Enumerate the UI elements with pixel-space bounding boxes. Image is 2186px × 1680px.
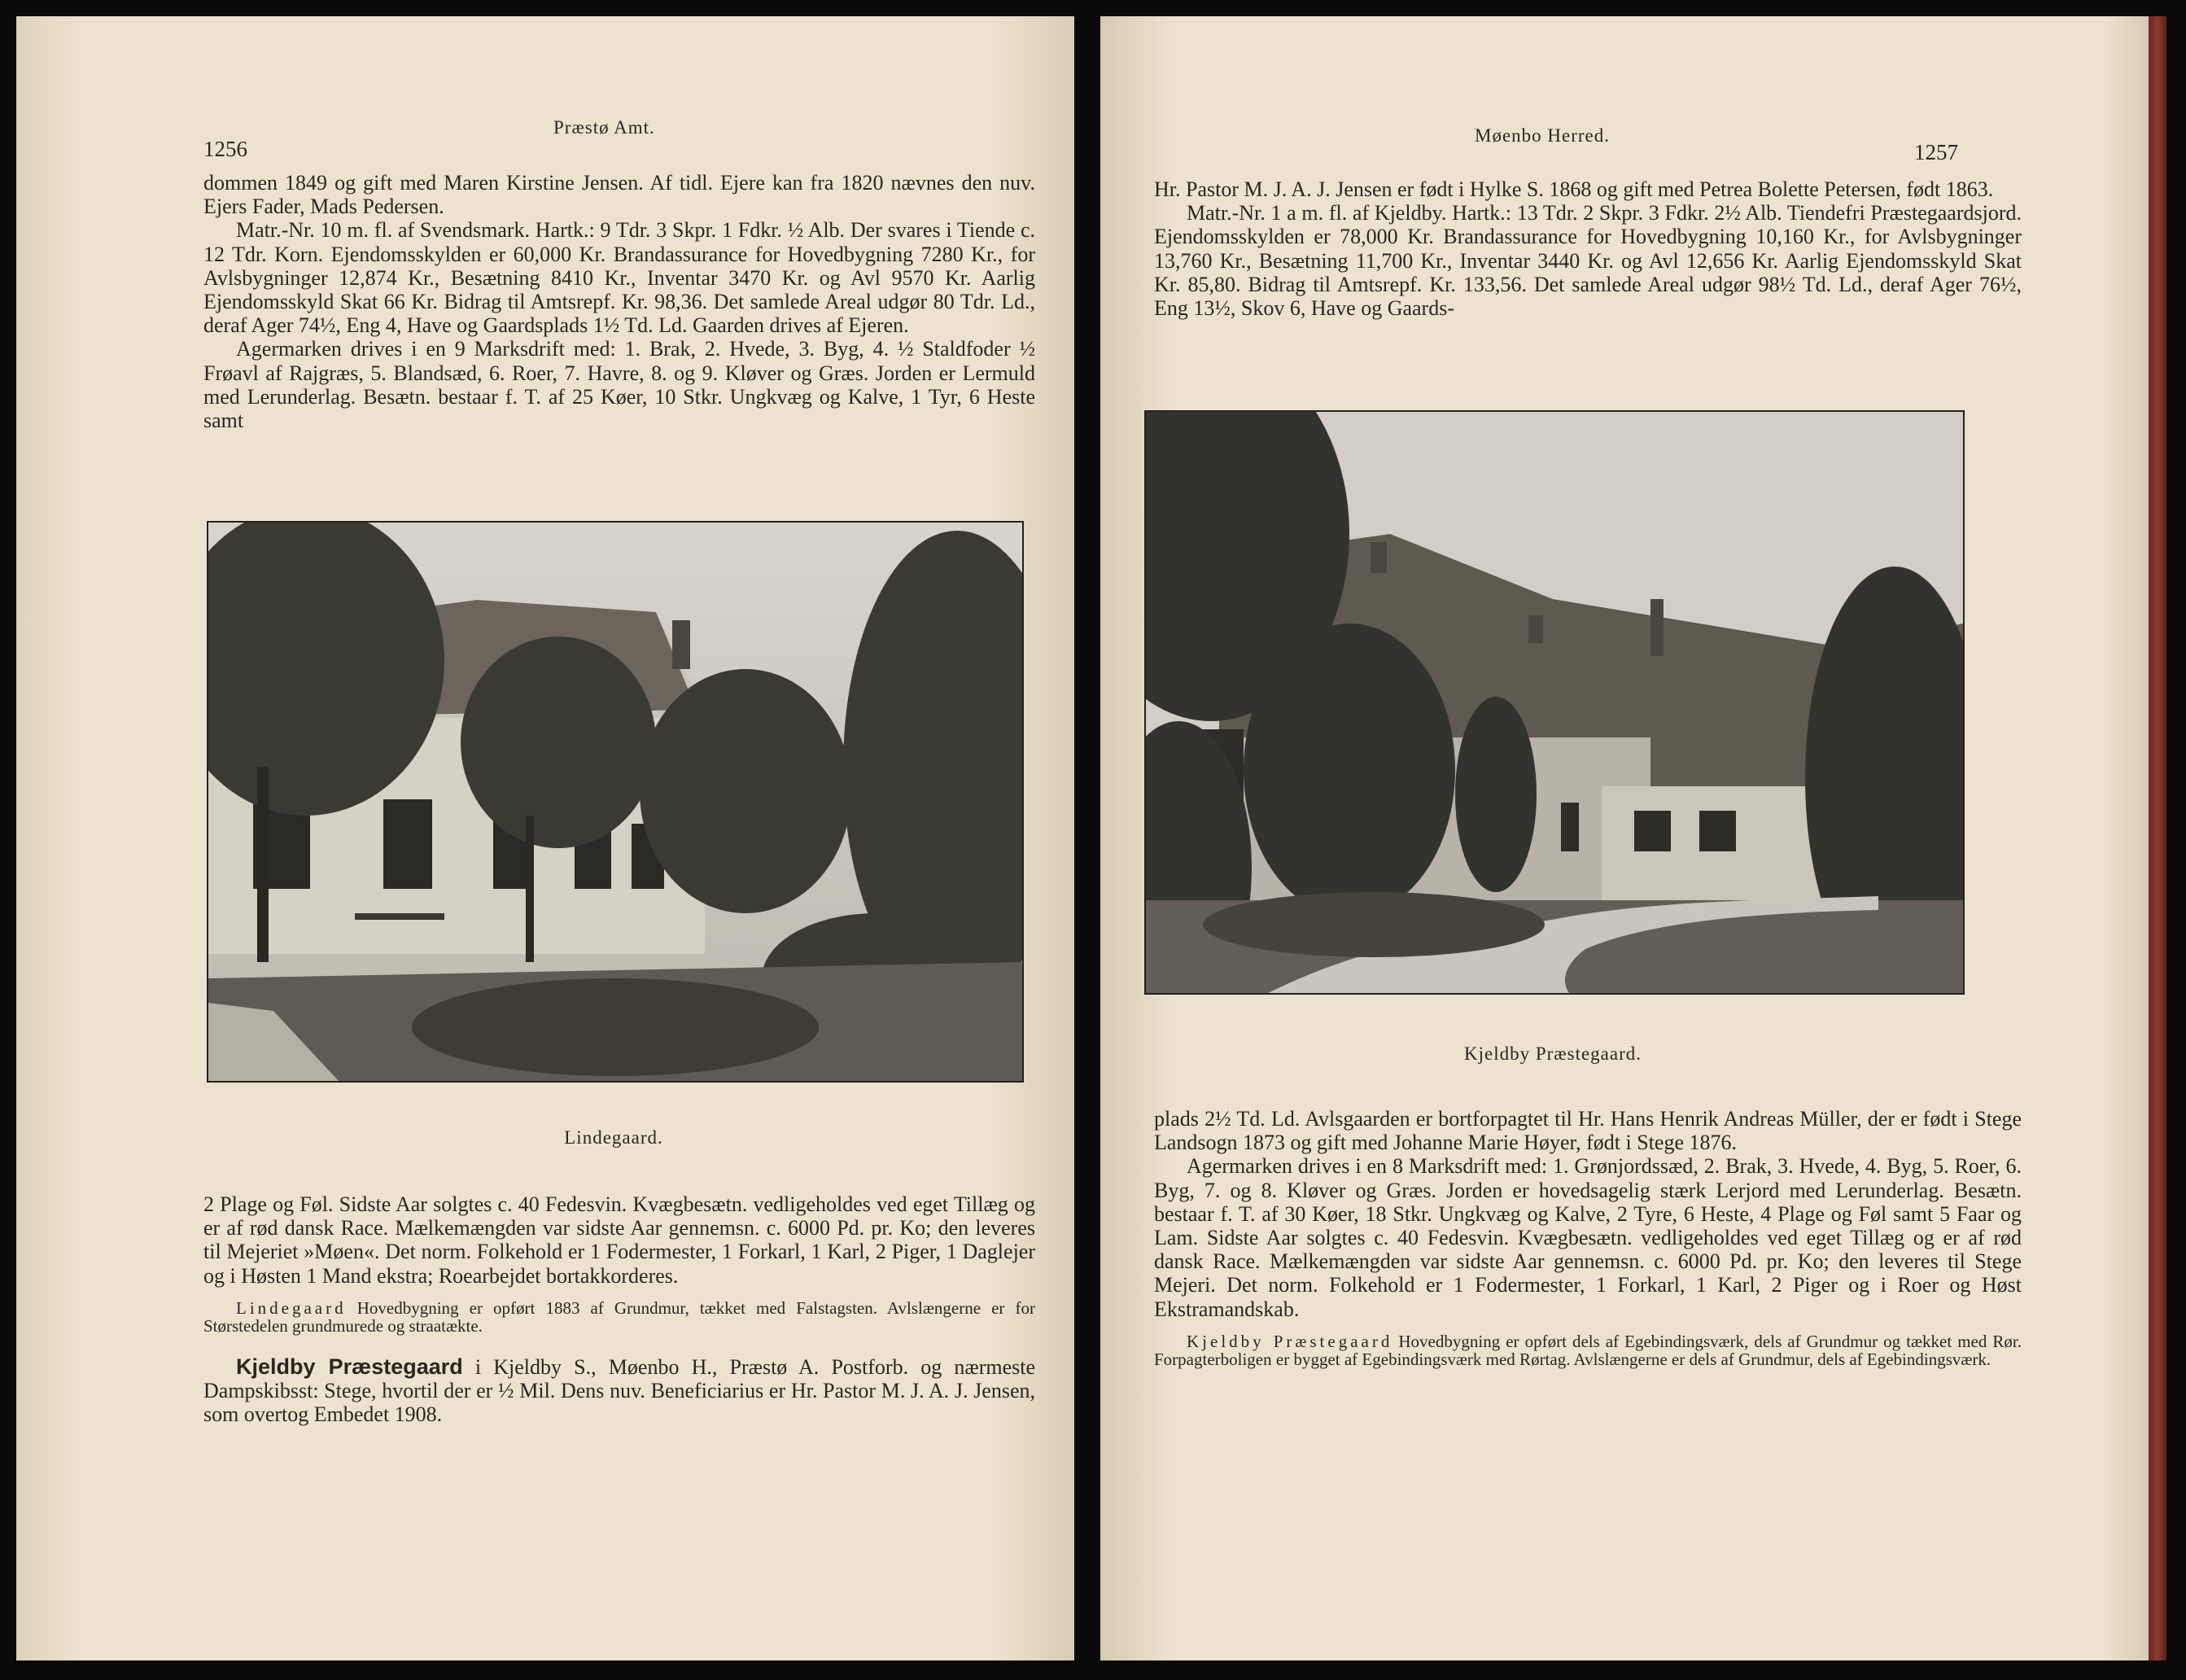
left-entry bbox=[203, 1355, 1035, 1427]
right-text-top bbox=[1154, 177, 2022, 320]
running-head-left: Præstø Amt. bbox=[553, 117, 655, 138]
page-number-left: 1256 bbox=[203, 137, 247, 161]
book-binding-edge bbox=[2149, 16, 2166, 1660]
right-para-2: Matr.-Nr. 1 a m. fl. af Kjeldby. Hartk.: 13 Tdr. 2 Skpr. 3 Fdkr. 2½ Alb. Tiendefri Præstegaardsjord. Ejendomsskylden er 78,000 Kr. Brandassurance for Hovedbygning 10,160 Kr., for Avlsbygninger 13,760 Kr., Besætning 11,700 Kr., Inventar 3440 Kr. og Avl 12,656 Kr. Aarlig Ejendomsskyld Skat Kr. 85,80. Bidrag til Amtsrepf. Kr. 133,56. Det samlede Areal udgør 98½ Td. Ld., deraf Ager 76½, Eng 13½, Skov 6, Have og Gaards- bbox=[1154, 201, 2022, 321]
right-para-1: Hr. Pastor M. J. A. J. Jensen er født i Hylke S. 1868 og gift med Petrea Bolette Petersen, født 1863. bbox=[1154, 177, 1994, 201]
right-text-bottom bbox=[1154, 1107, 2022, 1369]
right-para-3: plads 2½ Td. Ld. Avlsgaarden er bortforpagtet til Hr. Hans Henrik Andreas Müller, der er født i Stege Landsogn 1873 og gift med Johanne Marie Høyer, født i Stege 1876. bbox=[1154, 1107, 2022, 1155]
left-entry-text: i Kjeldby S., Møenbo H., Præstø A. Postforb. og nærmeste Dampskibsst: Stege, hvortil der er ½ Mil. Dens nuv. Beneficiarius er Hr. Pastor M. J. A. J. Jensen, som overtog Embedet 1908. bbox=[203, 1354, 1036, 1427]
right-note-name: Kjeldby Præstegaard bbox=[1187, 1331, 1393, 1351]
left-para-3: Agermarken drives i en 9 Marksdrift med: 1. Brak, 2. Hvede, 3. Byg, 4. ½ Staldfoder ½ Frøavl af Rajgræs, 5. Blandsæd, 6. Roer, 7. Havre, 8. og 9. Kløver og Græs. Jorden er Lermuld med Lerunderlag. Besætn. bestaar f. T. af 25 Køer, 10 Stkr. Ungkvæg og Kalve, 1 Tyr, 6 Heste samt bbox=[203, 337, 1035, 433]
left-note bbox=[203, 1299, 1035, 1336]
left-para-4: 2 Plage og Føl. Sidste Aar solgtes c. 40 Fedesvin. Kvægbesætn. vedligeholdes ved eget Tillæg og er af rød dansk Race. Mælkemængden var sidste Aar gennemsn. c. 6000 Pd. pr. Ko; den leveres til Mejeriet »Møen«. Det norm. Folkehold er 1 Fodermester, 1 Forkarl, 1 Karl, 2 Piger, 1 Daglejer og i Høsten 1 Mand ekstra; Roearbejdet bortakkorderes. bbox=[203, 1192, 1035, 1288]
left-para-1: dommen 1849 og gift med Maren Kirstine Jensen. Af tidl. Ejere kan fra 1820 nævnes den nuv. Ejers Fader, Mads Pedersen. bbox=[203, 171, 1035, 219]
page-number-right: 1257 bbox=[1914, 140, 1958, 164]
left-entry-name: Kjeldby Præstegaard bbox=[236, 1354, 463, 1379]
left-note-text: Hovedbygning er opført 1883 af Grundmur, tækket med Falstagsten. Avlslængerne er for Størstedelen grundmurede og straatækte. bbox=[203, 1297, 1035, 1337]
right-note bbox=[1154, 1332, 2022, 1369]
left-page bbox=[16, 16, 1074, 1660]
right-para-4: Agermarken drives i en 8 Marksdrift med: 1. Grønjordssæd, 2. Brak, 3. Hvede, 4. Byg, 5. Roer, 6. Byg, 7. og 8. Kløver og Græs. Jorden er hovedsagelig stærk Lerjord med Lerunderlag. Besætn. bestaar f. T. af 30 Køer, 18 Stkr. Ungkvæg og Kalve, 2 Tyre, 6 Heste, 4 Plage og Føl samt 5 Faar og Lam. Sidste Aar solgtes c. 40 Fedesvin. Kvægbesætn. vedligeholdes ved eget Tillæg og er af rød dansk Race. Mælkemængden var sidste Aar gennemsn. c. 6000 Pd. pr. Ko; den leveres til Stege Mejeri. Det norm. Folkehold er 1 Fodermester, 1 Forkarl, 1 Karl, 2 Piger og i Roer og Høst Ekstramandskab. bbox=[1154, 1154, 2022, 1321]
left-note-name: Lindegaard bbox=[236, 1297, 347, 1318]
lindegaard-photo bbox=[207, 521, 1024, 1083]
kjeldby-caption: Kjeldby Præstegaard. bbox=[1463, 1043, 1642, 1064]
right-note-text: Hovedbygning er opført dels af Egebindingsværk, dels af Grundmur og tækket med Rør. Forpagterboligen er bygget af Egebindingsværk med Rørtag. Avlslængerne er dels af Grundmur, dels af Egebindingsværk. bbox=[1154, 1331, 2022, 1370]
right-page bbox=[1100, 16, 2166, 1660]
left-para-2: Matr.-Nr. 10 m. fl. af Svendsmark. Hartk.: 9 Tdr. 3 Skpr. 1 Fdkr. ½ Alb. Der svares i Tiende c. 12 Tdr. Korn. Ejendomsskylden er 60,000 Kr. Brandassurance for Hovedbygning 7280 Kr., for Avlsbygninger 12,874 Kr., Besætning 8410 Kr., Inventar 3470 Kr. og Avl 9570 Kr. Aarlig Ejendomsskyld Skat 66 Kr. Bidrag til Amtsrepf. Kr. 98,36. Det samlede Areal udgør 80 Tdr. Ld., deraf Ager 74½, Eng 4, Have og Gaardsplads 1½ Td. Ld. Gaarden drives af Ejeren. bbox=[203, 218, 1035, 338]
running-head-right: Møenbo Herred. bbox=[1475, 125, 1611, 146]
left-text-bottom bbox=[203, 1192, 1035, 1426]
kjeldby-photo bbox=[1144, 410, 1965, 995]
lindegaard-caption: Lindegaard. bbox=[564, 1127, 663, 1148]
left-text-top bbox=[203, 171, 1035, 432]
